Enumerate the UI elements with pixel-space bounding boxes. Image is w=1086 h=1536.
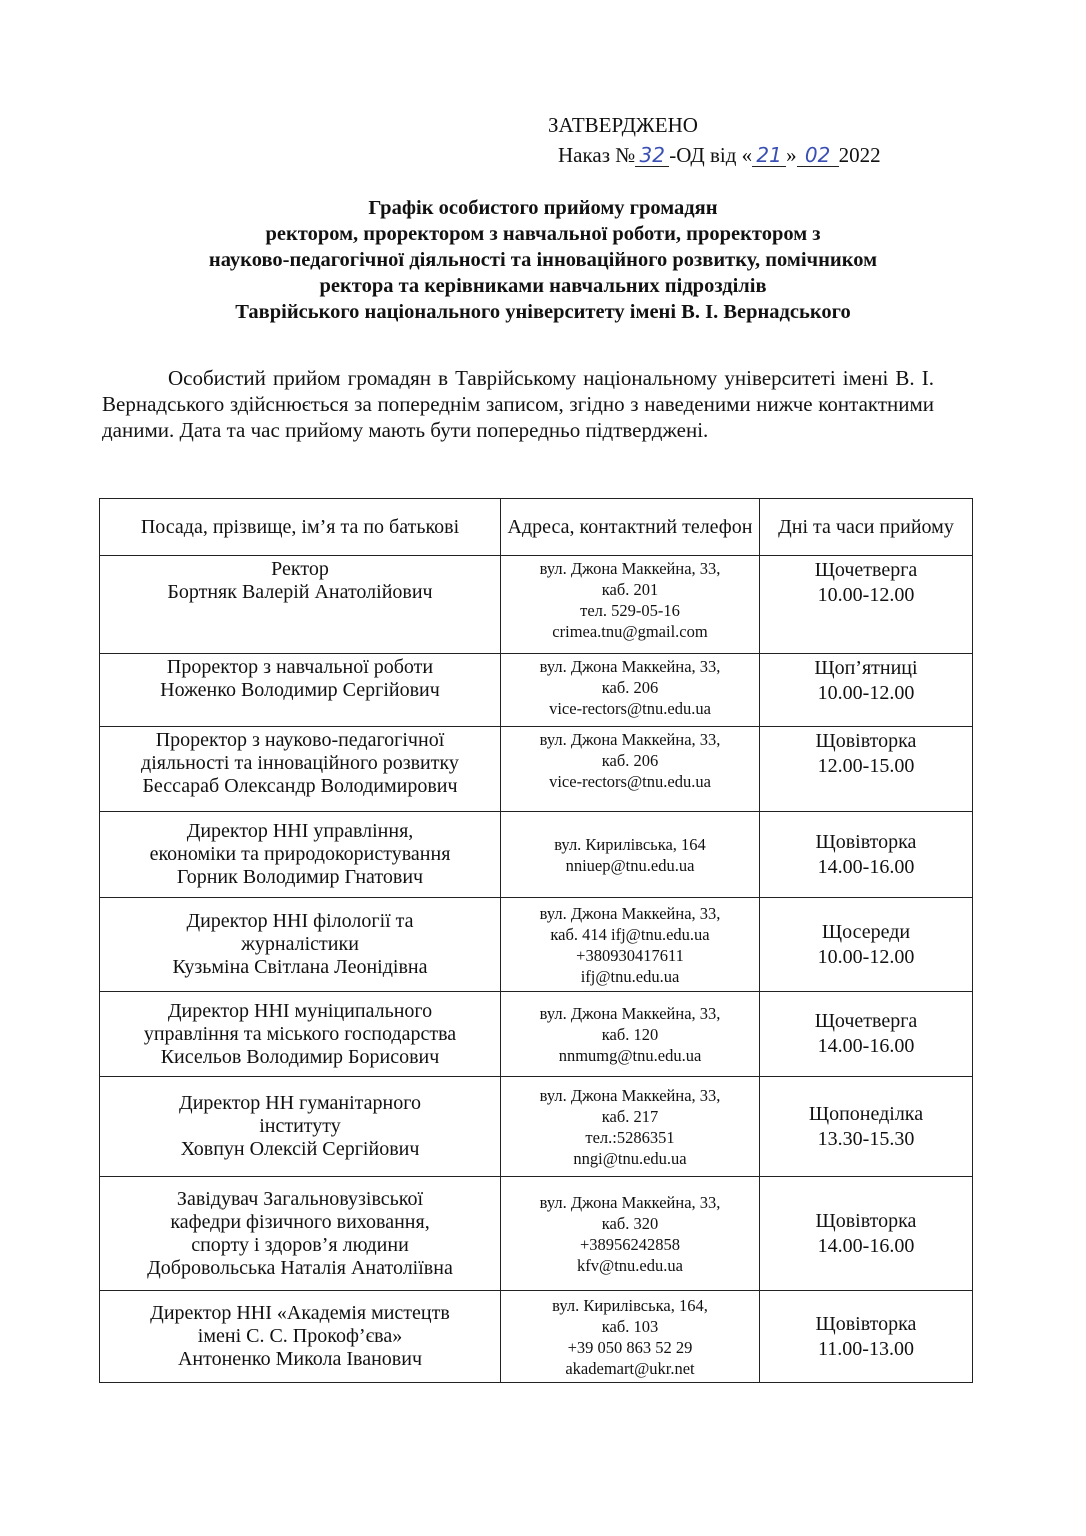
contact-cell-line: nngi@tnu.edu.ua	[573, 1148, 687, 1168]
contact-cell	[501, 1177, 760, 1291]
schedule-cell-line: 12.00-15.00	[817, 755, 915, 777]
contact-cell	[501, 556, 760, 654]
person-cell-line: Горник Володимир Гнатович	[176, 866, 424, 888]
person-cell	[100, 1177, 501, 1291]
person-cell-line: економіки та природокористування	[149, 843, 451, 865]
contact-cell	[501, 812, 760, 898]
person-cell-line: Директор НН гуманітарного	[179, 1092, 421, 1114]
table-row	[100, 898, 973, 992]
person-cell-line: управління та міського господарства	[143, 1022, 457, 1045]
schedule-cell	[760, 992, 973, 1077]
contact-cell	[501, 654, 760, 727]
person-cell-line: Директор ННІ «Академія мистецтв	[150, 1302, 450, 1324]
table-header-row	[100, 499, 973, 556]
schedule-cell-line: 10.00-12.00	[817, 682, 915, 704]
person-cell-line: Ректор	[271, 558, 329, 580]
person-cell-line: Директор ННІ управління,	[186, 820, 414, 842]
schedule-cell-line: Щочетверга	[814, 559, 918, 581]
contact-cell-line: вул. Джона Маккейна, 33,	[539, 559, 721, 578]
person-cell-line: Директор ННІ філології та	[186, 910, 414, 932]
approval-stamp: ЗАТВЕРДЖЕНО	[548, 113, 698, 137]
order-year: 2022	[838, 143, 881, 167]
person-cell-line: Добровольська Наталія Анатоліївна	[147, 1256, 453, 1279]
document-title	[80, 195, 1006, 325]
table-row	[100, 812, 973, 898]
contact-cell-line: каб. 120	[601, 1024, 659, 1044]
schedule-cell	[760, 1291, 973, 1383]
schedule-cell-line: 14.00-16.00	[817, 1234, 915, 1257]
person-cell	[100, 727, 501, 812]
person-cell-line: спорту і здоров’я людини	[191, 1233, 409, 1256]
schedule-cell-line: 14.00-16.00	[817, 855, 915, 878]
contact-cell-line: каб. 206	[601, 678, 659, 697]
title-line: ректора та керівниками навчальних підрозділів	[319, 275, 767, 297]
contact-cell-line: вул. Кирилівська, 164	[554, 834, 706, 854]
reception-schedule-table	[99, 498, 973, 1383]
schedule-cell	[760, 898, 973, 992]
person-cell-line: Бортняк Валерій Анатолійович	[167, 581, 433, 603]
order-month-handwritten: 02	[797, 144, 839, 167]
person-cell-line: Ховпун Олексій Сергійович	[180, 1138, 420, 1160]
person-cell-line: Проректор з навчальної роботи	[166, 656, 434, 678]
person-cell-line: Директор ННІ муніципального	[167, 999, 433, 1022]
contact-cell	[501, 898, 760, 992]
table-row	[100, 1177, 973, 1291]
schedule-cell-line: 10.00-12.00	[817, 584, 915, 606]
contact-cell-line: +38956242858	[579, 1234, 681, 1254]
schedule-cell-line: Щоп’ятниці	[814, 657, 918, 679]
contact-cell-line: вул. Кирилівська, 164,	[552, 1295, 708, 1315]
person-cell-line: кафедри фізичного виховання,	[170, 1210, 430, 1233]
person-cell	[100, 812, 501, 898]
contact-cell-line: каб. 103	[601, 1316, 659, 1336]
title-line: науково-педагогічної діяльності та інноваційного розвитку, помічником	[208, 249, 878, 271]
schedule-cell-line: Щосереди	[821, 920, 911, 943]
schedule-cell	[760, 1177, 973, 1291]
person-cell-line: інституту	[259, 1115, 341, 1137]
contact-cell-line: kfv@tnu.edu.ua	[577, 1255, 683, 1275]
schedule-cell-line: 13.30-15.30	[817, 1127, 915, 1150]
schedule-cell-line: 14.00-16.00	[817, 1035, 915, 1057]
contact-cell-line: вул. Джона Маккейна, 33,	[539, 1085, 721, 1105]
contact-cell-line: вул. Джона Маккейна, 33,	[539, 903, 721, 923]
contact-cell-line: vice-rectors@tnu.edu.ua	[549, 699, 711, 718]
table-row	[100, 654, 973, 727]
contact-cell-line: vice-rectors@tnu.edu.ua	[549, 772, 711, 791]
contact-cell-line: каб. 217	[601, 1106, 659, 1126]
schedule-cell	[760, 727, 973, 812]
schedule-cell	[760, 654, 973, 727]
order-prefix: Наказ №	[558, 143, 636, 167]
contact-cell-line: тел. 529-05-16	[580, 601, 680, 620]
table-row	[100, 992, 973, 1077]
contact-cell-line: вул. Джона Маккейна, 33,	[539, 657, 721, 676]
person-cell-line: Кисельов Володимир Борисович	[160, 1045, 440, 1068]
contact-cell-line: вул. Джона Маккейна, 33,	[539, 730, 721, 749]
contact-cell-line: каб. 206	[601, 751, 659, 770]
person-cell	[100, 556, 501, 654]
person-cell	[100, 654, 501, 727]
person-cell	[100, 898, 501, 992]
schedule-cell-line: 10.00-12.00	[817, 945, 915, 968]
person-cell-line: Ноженко Володимир Сергійович	[160, 679, 440, 701]
contact-cell-line: тел.:5286351	[585, 1127, 675, 1147]
table-row	[100, 1077, 973, 1177]
person-cell-line: Кузьміна Світлана Леонідівна	[172, 956, 428, 978]
table-row	[100, 1291, 973, 1383]
schedule-cell	[760, 812, 973, 898]
quote-close: »	[786, 143, 797, 167]
approval-block	[548, 110, 881, 170]
order-mid: -ОД від «	[669, 143, 753, 167]
contact-cell-line: nniuep@tnu.edu.ua	[565, 855, 695, 875]
contact-cell-line: +380930417611	[576, 945, 684, 965]
contact-cell-line: каб. 320	[601, 1213, 659, 1233]
contact-cell-line: +39 050 863 52 29	[567, 1337, 693, 1357]
schedule-cell-line: 11.00-13.00	[818, 1337, 914, 1360]
schedule-cell-line: Щопонеділка	[808, 1102, 924, 1125]
order-number-handwritten: 32	[635, 144, 669, 167]
contact-cell	[501, 992, 760, 1077]
contact-cell-line: вул. Джона Маккейна, 33,	[539, 1192, 721, 1212]
contact-cell-line: crimea.tnu@gmail.com	[552, 622, 708, 641]
contact-cell-line: ifj@tnu.edu.ua	[580, 966, 680, 986]
title-line: Графік особистого прийому громадян	[368, 197, 718, 219]
contact-cell	[501, 1077, 760, 1177]
schedule-cell-line: Щовівторка	[815, 830, 917, 853]
schedule-cell-line: Щовівторка	[815, 1209, 917, 1232]
title-line: Таврійського національного університету імені В. І. Вернадського	[235, 301, 851, 323]
title-line: ректором, проректором з навчальної роботи, проректором з	[265, 223, 821, 245]
header-schedule: Дні та часи прийому	[760, 499, 973, 556]
table-row	[100, 556, 973, 654]
contact-cell	[501, 1291, 760, 1383]
contact-cell-line: каб. 414 ifj@tnu.edu.ua	[550, 924, 710, 944]
schedule-cell-line: Щовівторка	[815, 730, 917, 752]
contact-cell-line: nnmumg@tnu.edu.ua	[558, 1045, 702, 1065]
order-day-handwritten: 21	[752, 144, 786, 167]
header-contact: Адреса, контактний телефон	[501, 499, 760, 556]
person-cell-line: імені С. С. Прокоф’єва»	[197, 1325, 403, 1347]
intro-paragraph: Особистий прийом громадян в Таврійському національному університеті імені В. І. Вернадського здійснюється за попереднім записом, згідно з наведеними нижче контактними даними. Дата та час прийому мають бути попередньо підтверджені.	[102, 366, 934, 442]
person-cell-line: Завідувач Загальновузівської	[176, 1187, 424, 1210]
contact-cell-line: akademart@ukr.net	[565, 1358, 695, 1378]
contact-cell-line: каб. 201	[601, 580, 659, 599]
schedule-cell	[760, 1077, 973, 1177]
person-cell-line: Антоненко Микола Іванович	[177, 1348, 422, 1370]
order-line	[558, 140, 881, 170]
person-cell-line: діяльності та інноваційного розвитку	[141, 752, 459, 774]
person-cell-line: Бессараб Олександр Володимирович	[142, 775, 458, 797]
schedule-cell-line: Щовівторка	[815, 1312, 917, 1335]
schedule-cell	[760, 556, 973, 654]
contact-cell-line: вул. Джона Маккейна, 33,	[539, 1003, 721, 1023]
person-cell-line: журналістики	[241, 933, 359, 955]
person-cell	[100, 1291, 501, 1383]
table-row	[100, 727, 973, 812]
contact-cell	[501, 727, 760, 812]
header-position: Посада, прізвище, ім’я та по батькові	[100, 499, 501, 556]
person-cell-line: Проректор з науково-педагогічної	[155, 729, 445, 751]
person-cell	[100, 992, 501, 1077]
person-cell	[100, 1077, 501, 1177]
schedule-cell-line: Щочетверга	[814, 1010, 918, 1032]
